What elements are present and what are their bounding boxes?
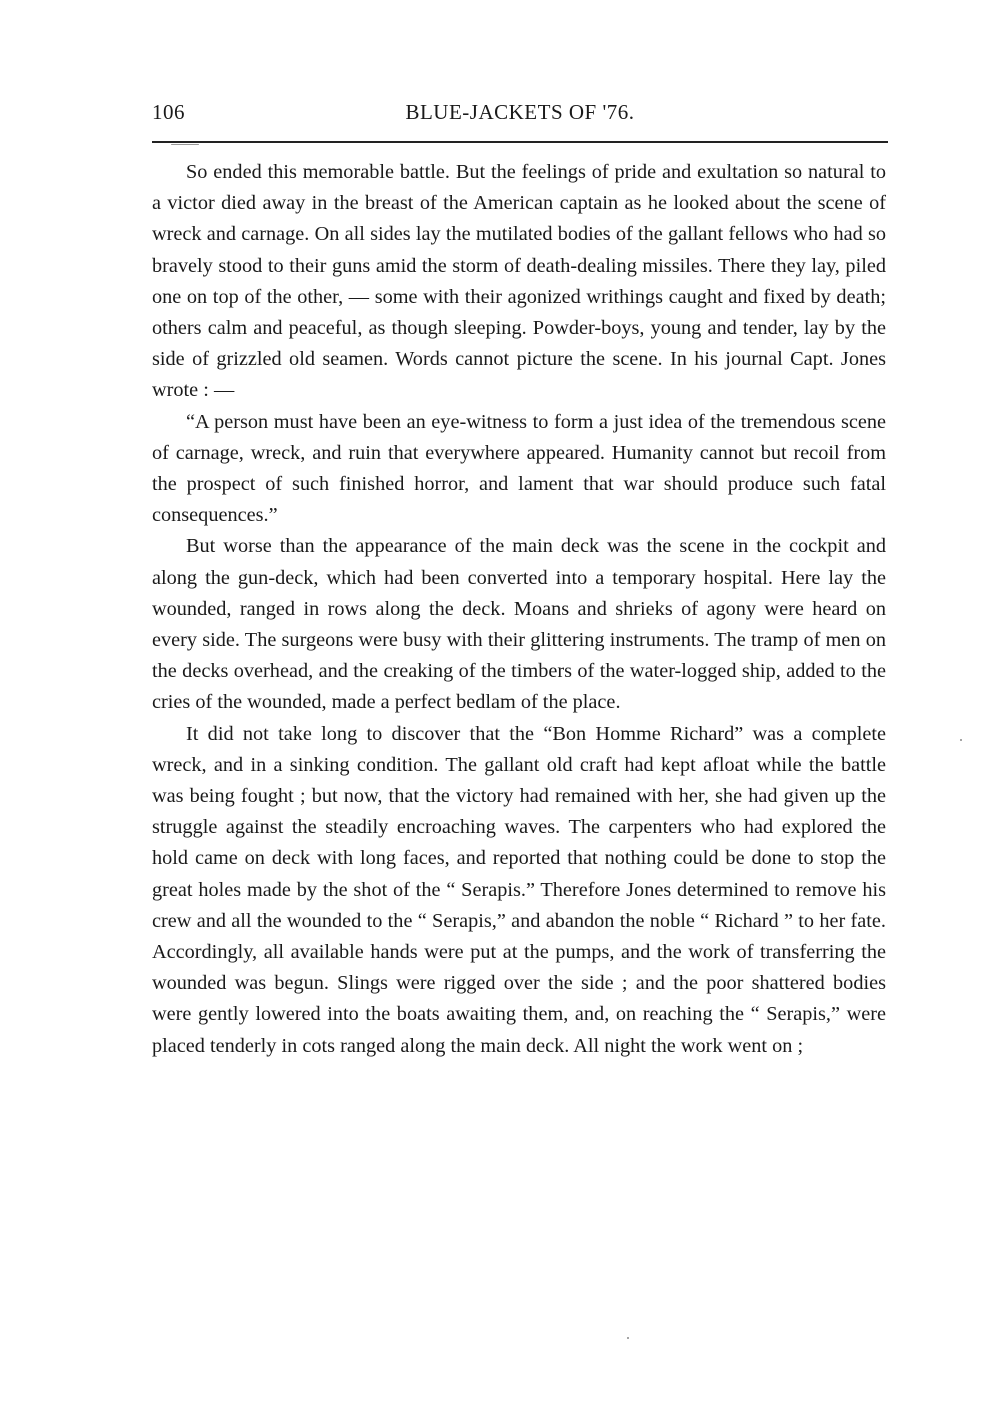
paragraph: So ended this memorable battle. But the feelings of pride and exultation so natural to a victor died away in the breast of the American captain as he looked about the scene of wreck and carnage. On all sides lay the mutilated bodies of the gallant fellows who had so bravely stood to their guns amid the storm of death-dealing missiles. There they lay, piled one on top of the other, — some with their agonized writhings caught and fixed by death; others calm and peaceful, as though sleeping. Powder-boys, young and tender, lay by the side of grizzled old seamen. Words cannot picture the scene. In his journal Capt. Jones wrote : — [152,161,886,402]
paragraph: But worse than the appearance of the main deck was the scene in the cockpit and along the gun-deck, which had been converted into a temporary hospital. Here lay the wounded, ranged in rows along the deck. Moans and shrieks of agony were heard on every side. The surgeons were busy with their glittering instruments. The tramp of men on the decks overhead, and the creaking of the timbers of the water-logged ship, added to the cries of the wounded, made a perfect bedlam of the place. [152,535,886,714]
body-text [152,157,886,1062]
running-title: BLUE-JACKETS OF '76. [405,100,635,124]
header-rule [152,141,888,143]
paper-speck [171,144,199,145]
paper-speck [960,739,962,741]
page-number: 106 [152,100,185,124]
paper-speck [627,1337,629,1339]
paragraph: “A person must have been an eye-witness to form a just idea of the tremendous scene of carnage, wreck, and ruin that everywhere appeared. Humanity cannot but recoil from the prospect of such finished horror, and lament that war should produce such fatal consequences.” [152,410,886,527]
paragraph: It did not take long to discover that the “Bon Homme Richard” was a complete wreck, and in a sinking condition. The gallant old craft had kept afloat while the battle was being fought ; but now, that the victory had remained with her, she had given up the struggle against the steadily encroaching waves. The carpenters who had explored the hold came on deck with long faces, and reported that nothing could be done to stop the great holes made by the shot of the “ Serapis.” Therefore Jones determined to remove his crew and all the wounded to the “ Serapis,” and abandon the noble “ Richard ” to her fate. Accordingly, all available hands were put at the pumps, and the work of transferring the wounded was begun. Slings were rigged over the side ; and the poor shattered bodies were gently lowered into the boats awaiting them, and, on reaching the “ Serapis,” were placed tenderly in cots ranged along the main deck. All night the work went on ; [152,722,886,1057]
running-head [152,100,888,132]
